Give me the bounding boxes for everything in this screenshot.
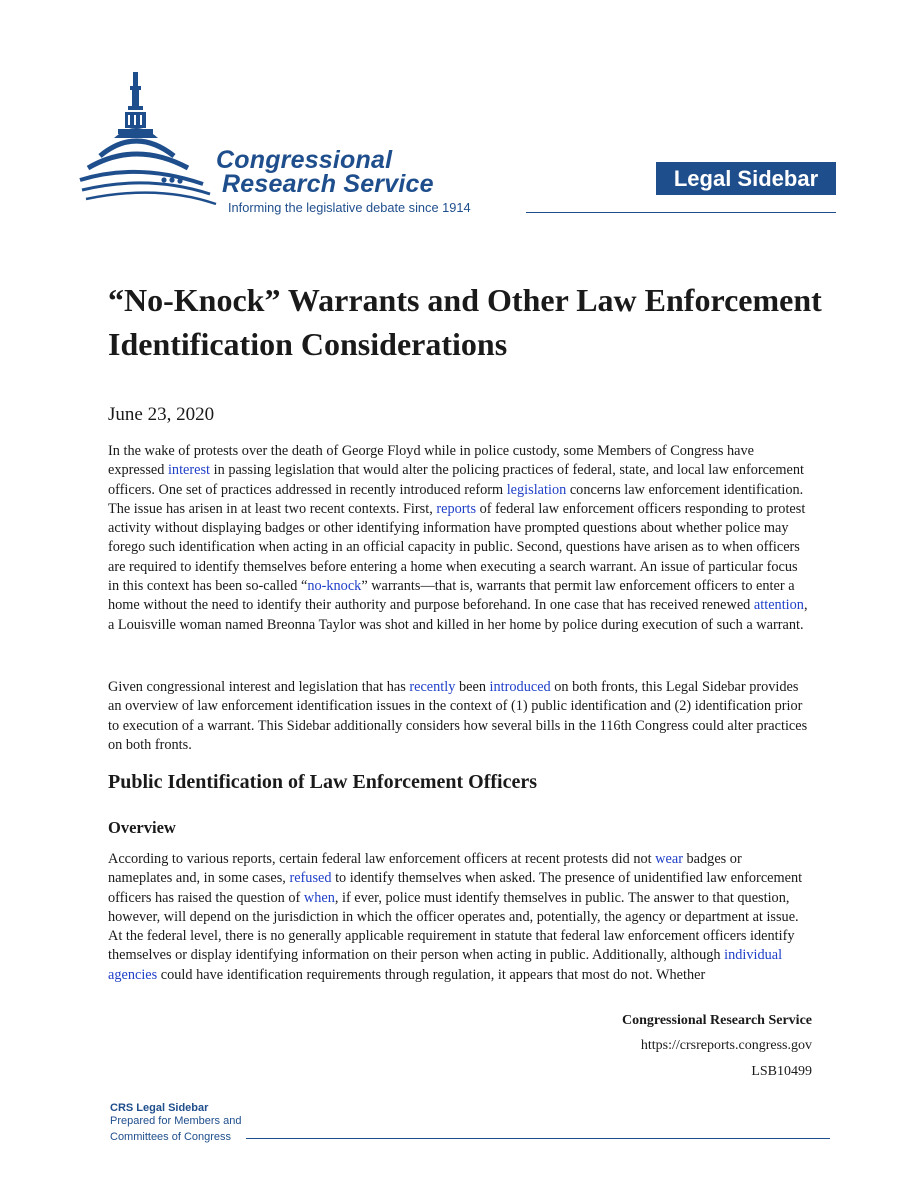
inline-link[interactable]: interest bbox=[167, 462, 211, 479]
legal-sidebar-badge: Legal Sidebar bbox=[656, 162, 836, 195]
paragraph-text: of federal law enforcement officers responding to protest activity without displaying badges or other identifying information have prompted questions about whether police may forego such identification when acting in an official capacity in public. Second, questions have arisen as to when officers are required to identify themselves before entering a home when executing a search warrant. An issue of particular focus in this context has been so-called “ bbox=[108, 500, 806, 595]
subsection-heading: Overview bbox=[108, 818, 176, 837]
inline-link[interactable]: introduced bbox=[489, 679, 551, 695]
inline-link[interactable]: refused bbox=[289, 870, 332, 887]
paragraph-text: , if ever, police must identify themselves in public. The answer to that question, however, will depend on the jurisdiction in which the officer operates and, potentially, the agency or department at issue. At the federal level, there is no generally applicable requirement in statute that federal law enforcement officers identify themselves or display identifying information on their person when acting in public. Additionally, although bbox=[108, 889, 799, 964]
paragraph-text: to identify themselves when asked. The presence of unidentified law enforcement officers has raised the question of bbox=[108, 870, 803, 906]
bottom-audience-line2: Committees of Congress bbox=[110, 1131, 232, 1143]
paragraph-text: Given congressional interest and legislation that has bbox=[108, 679, 410, 695]
inline-link[interactable]: recently bbox=[409, 679, 456, 695]
inline-link[interactable]: when bbox=[303, 889, 335, 906]
section-heading: Public Identification of Law Enforcement Officers bbox=[108, 771, 538, 793]
body-paragraph-1 bbox=[108, 442, 808, 635]
paragraph-text: could have identification requirements through regulation, it appears that most do not. Whether bbox=[157, 966, 706, 983]
crs-logo[interactable] bbox=[78, 66, 538, 222]
paragraph-text: In the wake of protests over the death of George Floyd while in police custody, some Members of Congress have expressed bbox=[108, 443, 754, 479]
bottom-series-label: CRS Legal Sidebar bbox=[110, 1102, 209, 1114]
footer-url-link[interactable]: https://crsreports.congress.gov bbox=[640, 1038, 812, 1053]
page-title: “No-Knock” Warrants and Other Law Enforcement Identification Considerations bbox=[108, 282, 822, 362]
paragraph-text: , a Louisville woman named Breonna Taylor was shot and killed in her home by police during execution of such a warrant. bbox=[108, 597, 808, 633]
paragraph-text: been bbox=[455, 679, 490, 695]
footer-organization: Congressional Research Service bbox=[621, 1013, 812, 1028]
paragraph-text: ” warrants—that is, warrants that permit law enforcement officers to enter a home without the need to identify their authority and purpose beforehand. In one case that has received renewed bbox=[108, 578, 795, 614]
paragraph-text: on both fronts, this Legal Sidebar provides an overview of law enforcement identification issues in the context of (1) public identification and (2) identification prior to execution of a warrant. This Sidebar additionally considers how several bills in the 116th Congress could alter practices on both fronts. bbox=[108, 679, 808, 753]
inline-link[interactable]: reports bbox=[436, 500, 477, 517]
logo-wordmark-line1: Congressional bbox=[216, 146, 393, 174]
inline-link[interactable]: individual agencies bbox=[108, 947, 783, 983]
paragraph-text: badges or nameplates and, in some cases, bbox=[108, 851, 742, 887]
header-divider bbox=[526, 212, 836, 213]
bottom-divider bbox=[246, 1138, 830, 1139]
inline-link[interactable]: legislation bbox=[506, 481, 567, 498]
inline-link[interactable]: wear bbox=[655, 851, 683, 867]
body-paragraph-2 bbox=[108, 678, 808, 755]
body-paragraph-3 bbox=[108, 850, 808, 985]
footer-report-id: LSB10499 bbox=[751, 1064, 812, 1079]
logo-tagline: Informing the legislative debate since 1914 bbox=[228, 200, 471, 215]
capitol-dome-icon bbox=[78, 66, 218, 216]
bottom-audience-line1: Prepared for Members and bbox=[110, 1115, 242, 1127]
logo-wordmark-line2: Research Service bbox=[222, 170, 434, 198]
inline-link[interactable]: no-knock bbox=[307, 578, 362, 595]
paragraph-text: concerns law enforcement identification. The issue has arisen in at least two recent contexts. First, bbox=[108, 481, 804, 517]
inline-link[interactable]: attention bbox=[753, 597, 804, 614]
paragraph-text: in passing legislation that would alter the policing practices of federal, state, and local law enforcement officers. One set of practices addressed in recently introduced reform bbox=[108, 462, 804, 498]
publication-date: June 23, 2020 bbox=[108, 404, 215, 425]
paragraph-text: According to various reports, certain federal law enforcement officers at recent protests did not bbox=[108, 851, 656, 867]
